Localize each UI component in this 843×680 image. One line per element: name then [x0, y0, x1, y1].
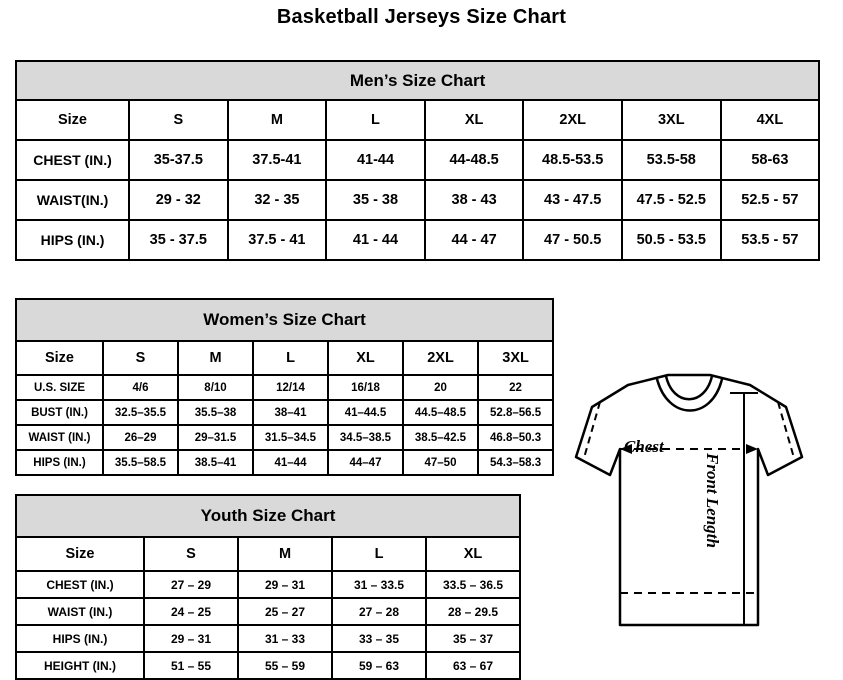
column-header: L	[253, 341, 328, 375]
table-cell: 29 – 31	[238, 571, 332, 598]
table-cell: 31 – 33.5	[332, 571, 426, 598]
mens-caption: Men’s Size Chart	[16, 61, 819, 100]
table-row	[16, 140, 819, 180]
table-cell: 24 – 25	[144, 598, 238, 625]
mens-size-chart-table	[15, 60, 820, 261]
table-cell: 20	[403, 375, 478, 400]
table-cell: 4/6	[103, 375, 178, 400]
table-row	[16, 425, 553, 450]
table-row	[16, 450, 553, 475]
table-cell: 25 – 27	[238, 598, 332, 625]
jersey-outline	[576, 375, 802, 625]
youth-size-chart-table	[15, 494, 521, 680]
table-cell: 32 - 35	[228, 180, 327, 220]
table-cell: 35 – 37	[426, 625, 520, 652]
table-cell: 29 – 31	[144, 625, 238, 652]
table-cell: 55 – 59	[238, 652, 332, 679]
column-header: Size	[16, 341, 103, 375]
table-cell: 41-44	[326, 140, 425, 180]
youth-caption: Youth Size Chart	[16, 495, 520, 537]
table-cell: 43 - 47.5	[523, 180, 622, 220]
table-cell: 41–44.5	[328, 400, 403, 425]
table-cell: 35 - 37.5	[129, 220, 228, 260]
womens-size-chart-table	[15, 298, 554, 476]
column-header: Size	[16, 100, 129, 140]
column-header: 2XL	[403, 341, 478, 375]
front-length-label: Front Length	[703, 453, 722, 548]
row-label: HIPS (IN.)	[16, 220, 129, 260]
table-cell: 50.5 - 53.5	[622, 220, 721, 260]
column-header: 4XL	[721, 100, 820, 140]
table-cell: 63 – 67	[426, 652, 520, 679]
table-cell: 29 - 32	[129, 180, 228, 220]
table-header-row	[16, 537, 520, 571]
table-cell: 47–50	[403, 450, 478, 475]
table-cell: 35 - 38	[326, 180, 425, 220]
table-row	[16, 652, 520, 679]
table-cell: 47 - 50.5	[523, 220, 622, 260]
table-row	[16, 571, 520, 598]
table-cell: 46.8–50.3	[478, 425, 553, 450]
jersey-shape-svg	[540, 345, 840, 675]
table-cell: 44-48.5	[425, 140, 524, 180]
row-label: U.S. SIZE	[16, 375, 103, 400]
womens-caption: Women’s Size Chart	[16, 299, 553, 341]
column-header: M	[228, 100, 327, 140]
table-cell: 16/18	[328, 375, 403, 400]
row-label: WAIST (IN.)	[16, 425, 103, 450]
column-header: M	[238, 537, 332, 571]
column-header: 3XL	[478, 341, 553, 375]
table-cell: 12/14	[253, 375, 328, 400]
table-cell: 22	[478, 375, 553, 400]
table-cell: 53.5-58	[622, 140, 721, 180]
table-cell: 44–47	[328, 450, 403, 475]
table-cell: 38 - 43	[425, 180, 524, 220]
table-cell: 35.5–38	[178, 400, 253, 425]
chest-label: Chest	[624, 437, 664, 456]
table-row	[16, 625, 520, 652]
table-cell: 31 – 33	[238, 625, 332, 652]
table-row	[16, 180, 819, 220]
table-cell: 44 - 47	[425, 220, 524, 260]
table-cell: 33 – 35	[332, 625, 426, 652]
table-caption-row	[16, 61, 819, 100]
table-cell: 37.5 - 41	[228, 220, 327, 260]
table-header-row	[16, 100, 819, 140]
column-header: 2XL	[523, 100, 622, 140]
table-row	[16, 400, 553, 425]
table-cell: 41 - 44	[326, 220, 425, 260]
table-cell: 27 – 28	[332, 598, 426, 625]
table-cell: 53.5 - 57	[721, 220, 820, 260]
table-cell: 37.5-41	[228, 140, 327, 180]
table-cell: 51 – 55	[144, 652, 238, 679]
table-cell: 27 – 29	[144, 571, 238, 598]
column-header: 3XL	[622, 100, 721, 140]
table-cell: 8/10	[178, 375, 253, 400]
table-cell: 28 – 29.5	[426, 598, 520, 625]
table-cell: 38–41	[253, 400, 328, 425]
table-header-row	[16, 341, 553, 375]
table-cell: 29–31.5	[178, 425, 253, 450]
table-cell: 52.5 - 57	[721, 180, 820, 220]
row-label: WAIST (IN.)	[16, 598, 144, 625]
column-header: S	[103, 341, 178, 375]
row-label: WAIST(IN.)	[16, 180, 129, 220]
column-header: XL	[426, 537, 520, 571]
table-cell: 38.5–42.5	[403, 425, 478, 450]
row-label: HEIGHT (IN.)	[16, 652, 144, 679]
table-cell: 34.5–38.5	[328, 425, 403, 450]
column-header: L	[326, 100, 425, 140]
row-label: HIPS (IN.)	[16, 625, 144, 652]
column-header: L	[332, 537, 426, 571]
row-label: BUST (IN.)	[16, 400, 103, 425]
table-row	[16, 220, 819, 260]
table-cell: 48.5-53.5	[523, 140, 622, 180]
table-cell: 31.5–34.5	[253, 425, 328, 450]
table-cell: 59 – 63	[332, 652, 426, 679]
table-cell: 44.5–48.5	[403, 400, 478, 425]
column-header: S	[144, 537, 238, 571]
table-row	[16, 375, 553, 400]
column-header: S	[129, 100, 228, 140]
table-caption-row	[16, 299, 553, 341]
row-label: CHEST (IN.)	[16, 571, 144, 598]
row-label: HIPS (IN.)	[16, 450, 103, 475]
column-header: M	[178, 341, 253, 375]
table-cell: 54.3–58.3	[478, 450, 553, 475]
page-title: Basketball Jerseys Size Chart	[276, 6, 567, 28]
table-cell: 41–44	[253, 450, 328, 475]
table-cell: 38.5–41	[178, 450, 253, 475]
table-row	[16, 598, 520, 625]
column-header: XL	[328, 341, 403, 375]
column-header: XL	[425, 100, 524, 140]
table-cell: 26–29	[103, 425, 178, 450]
table-cell: 58-63	[721, 140, 820, 180]
column-header: Size	[16, 537, 144, 571]
table-cell: 35.5–58.5	[103, 450, 178, 475]
table-cell: 52.8–56.5	[478, 400, 553, 425]
table-cell: 32.5–35.5	[103, 400, 178, 425]
table-caption-row	[16, 495, 520, 537]
table-cell: 47.5 - 52.5	[622, 180, 721, 220]
row-label: CHEST (IN.)	[16, 140, 129, 180]
table-cell: 35-37.5	[129, 140, 228, 180]
table-cell: 33.5 – 36.5	[426, 571, 520, 598]
jersey-measurement-diagram	[540, 345, 840, 675]
